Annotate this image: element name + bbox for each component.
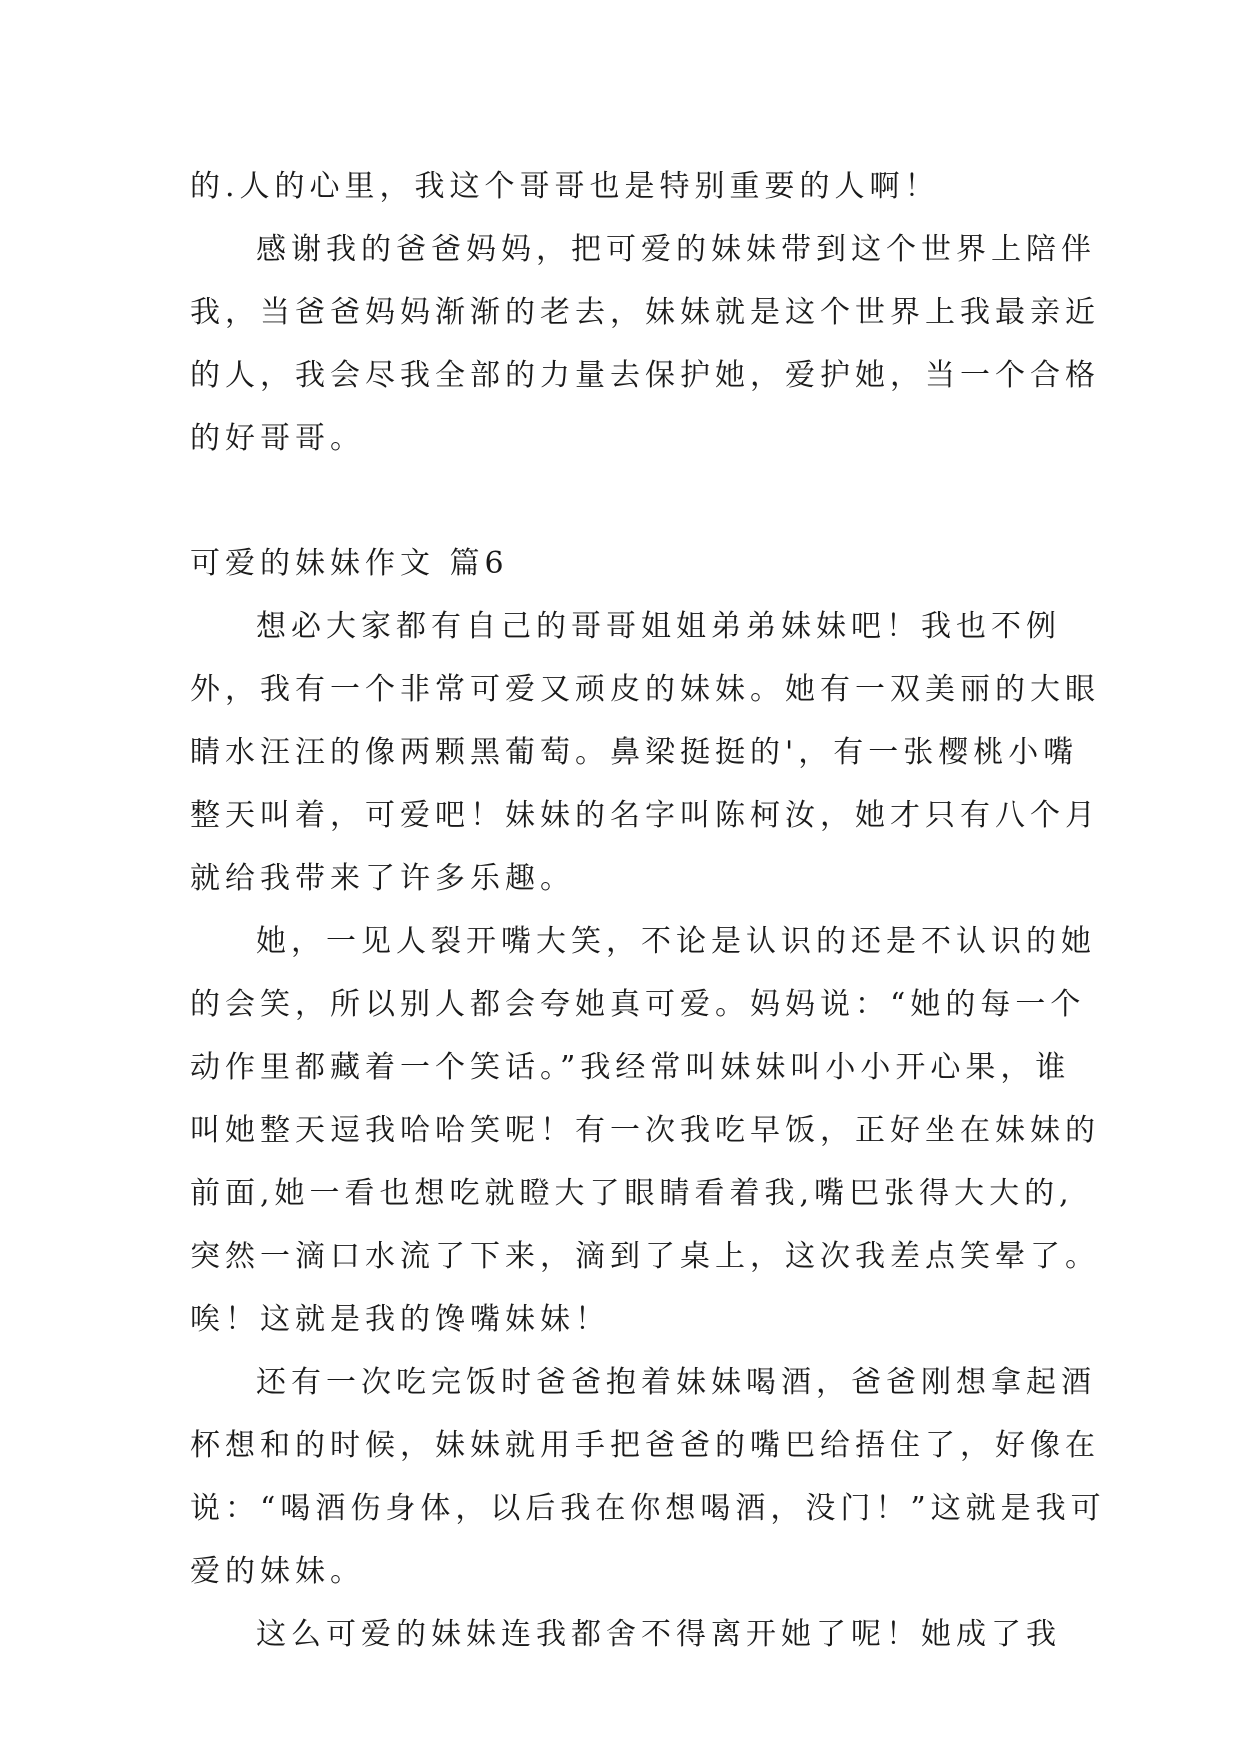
text-line: 感谢我的爸爸妈妈，把可爱的妹妹带到这个世界上陪伴 — [256, 232, 1096, 267]
paragraph-continuation — [190, 155, 1070, 218]
text-line: 的好哥哥。 — [190, 421, 365, 456]
text-line: 突然一滴口水流了下来，滴到了桌上，这次我差点笑晕了。 — [190, 1239, 1100, 1274]
paragraph-laugh — [190, 910, 1100, 1351]
paragraph-closing — [190, 1603, 1070, 1666]
document-body — [190, 155, 1106, 1666]
text-line: 说：“喝酒伤身体，以后我在你想喝酒，没门！”这就是我可 — [190, 1491, 1106, 1526]
text-line: 整天叫着，可爱吧！妹妹的名字叫陈柯汝，她才只有八个月 — [190, 798, 1100, 833]
text-line: 杯想和的时候，妹妹就用手把爸爸的嘴巴给捂住了，好像在 — [190, 1428, 1100, 1463]
paragraph-thanks — [190, 218, 1100, 470]
text-line: 唉！这就是我的馋嘴妹妹！ — [190, 1302, 610, 1337]
text-line: 外，我有一个非常可爱又顽皮的妹妹。她有一双美丽的大眼 — [190, 672, 1100, 707]
text-line: 前面,她一看也想吃就瞪大了眼睛看着我,嘴巴张得大大的, — [190, 1176, 1074, 1211]
section-heading: 可爱的妹妹作文 篇6 — [190, 546, 509, 581]
text-line: 的人，我会尽我全部的力量去保护她，爱护她，当一个合格 — [190, 358, 1100, 393]
text-line: 睛水汪汪的像两颗黑葡萄。鼻梁挺挺的'，有一张樱桃小嘴 — [190, 735, 1079, 770]
paragraph-wine — [190, 1351, 1106, 1603]
text-line: 就给我带来了许多乐趣。 — [190, 861, 575, 896]
text-line: 想必大家都有自己的哥哥姐姐弟弟妹妹吧！我也不例 — [256, 609, 1061, 644]
text-line: 爱的妹妹。 — [190, 1554, 365, 1589]
text-line: 我，当爸爸妈妈渐渐的老去，妹妹就是这个世界上我最亲近 — [190, 295, 1100, 330]
text-line: 还有一次吃完饭时爸爸抱着妹妹喝酒，爸爸刚想拿起酒 — [256, 1365, 1096, 1400]
text-line: 的会笑，所以别人都会夸她真可爱。妈妈说：“她的每一个 — [190, 987, 1086, 1022]
text-line: 这么可爱的妹妹连我都舍不得离开她了呢！她成了我 — [256, 1617, 1061, 1652]
text-line: 叫她整天逗我哈哈笑呢！有一次我吃早饭，正好坐在妹妹的 — [190, 1113, 1100, 1148]
text-line: 动作里都藏着一个笑话。”我经常叫妹妹叫小小开心果，谁 — [190, 1050, 1071, 1085]
text-line: 的.人的心里，我这个哥哥也是特别重要的人啊！ — [190, 169, 940, 204]
text-line: 她，一见人裂开嘴大笑，不论是认识的还是不认识的她 — [256, 924, 1096, 959]
paragraph-intro — [190, 595, 1100, 910]
